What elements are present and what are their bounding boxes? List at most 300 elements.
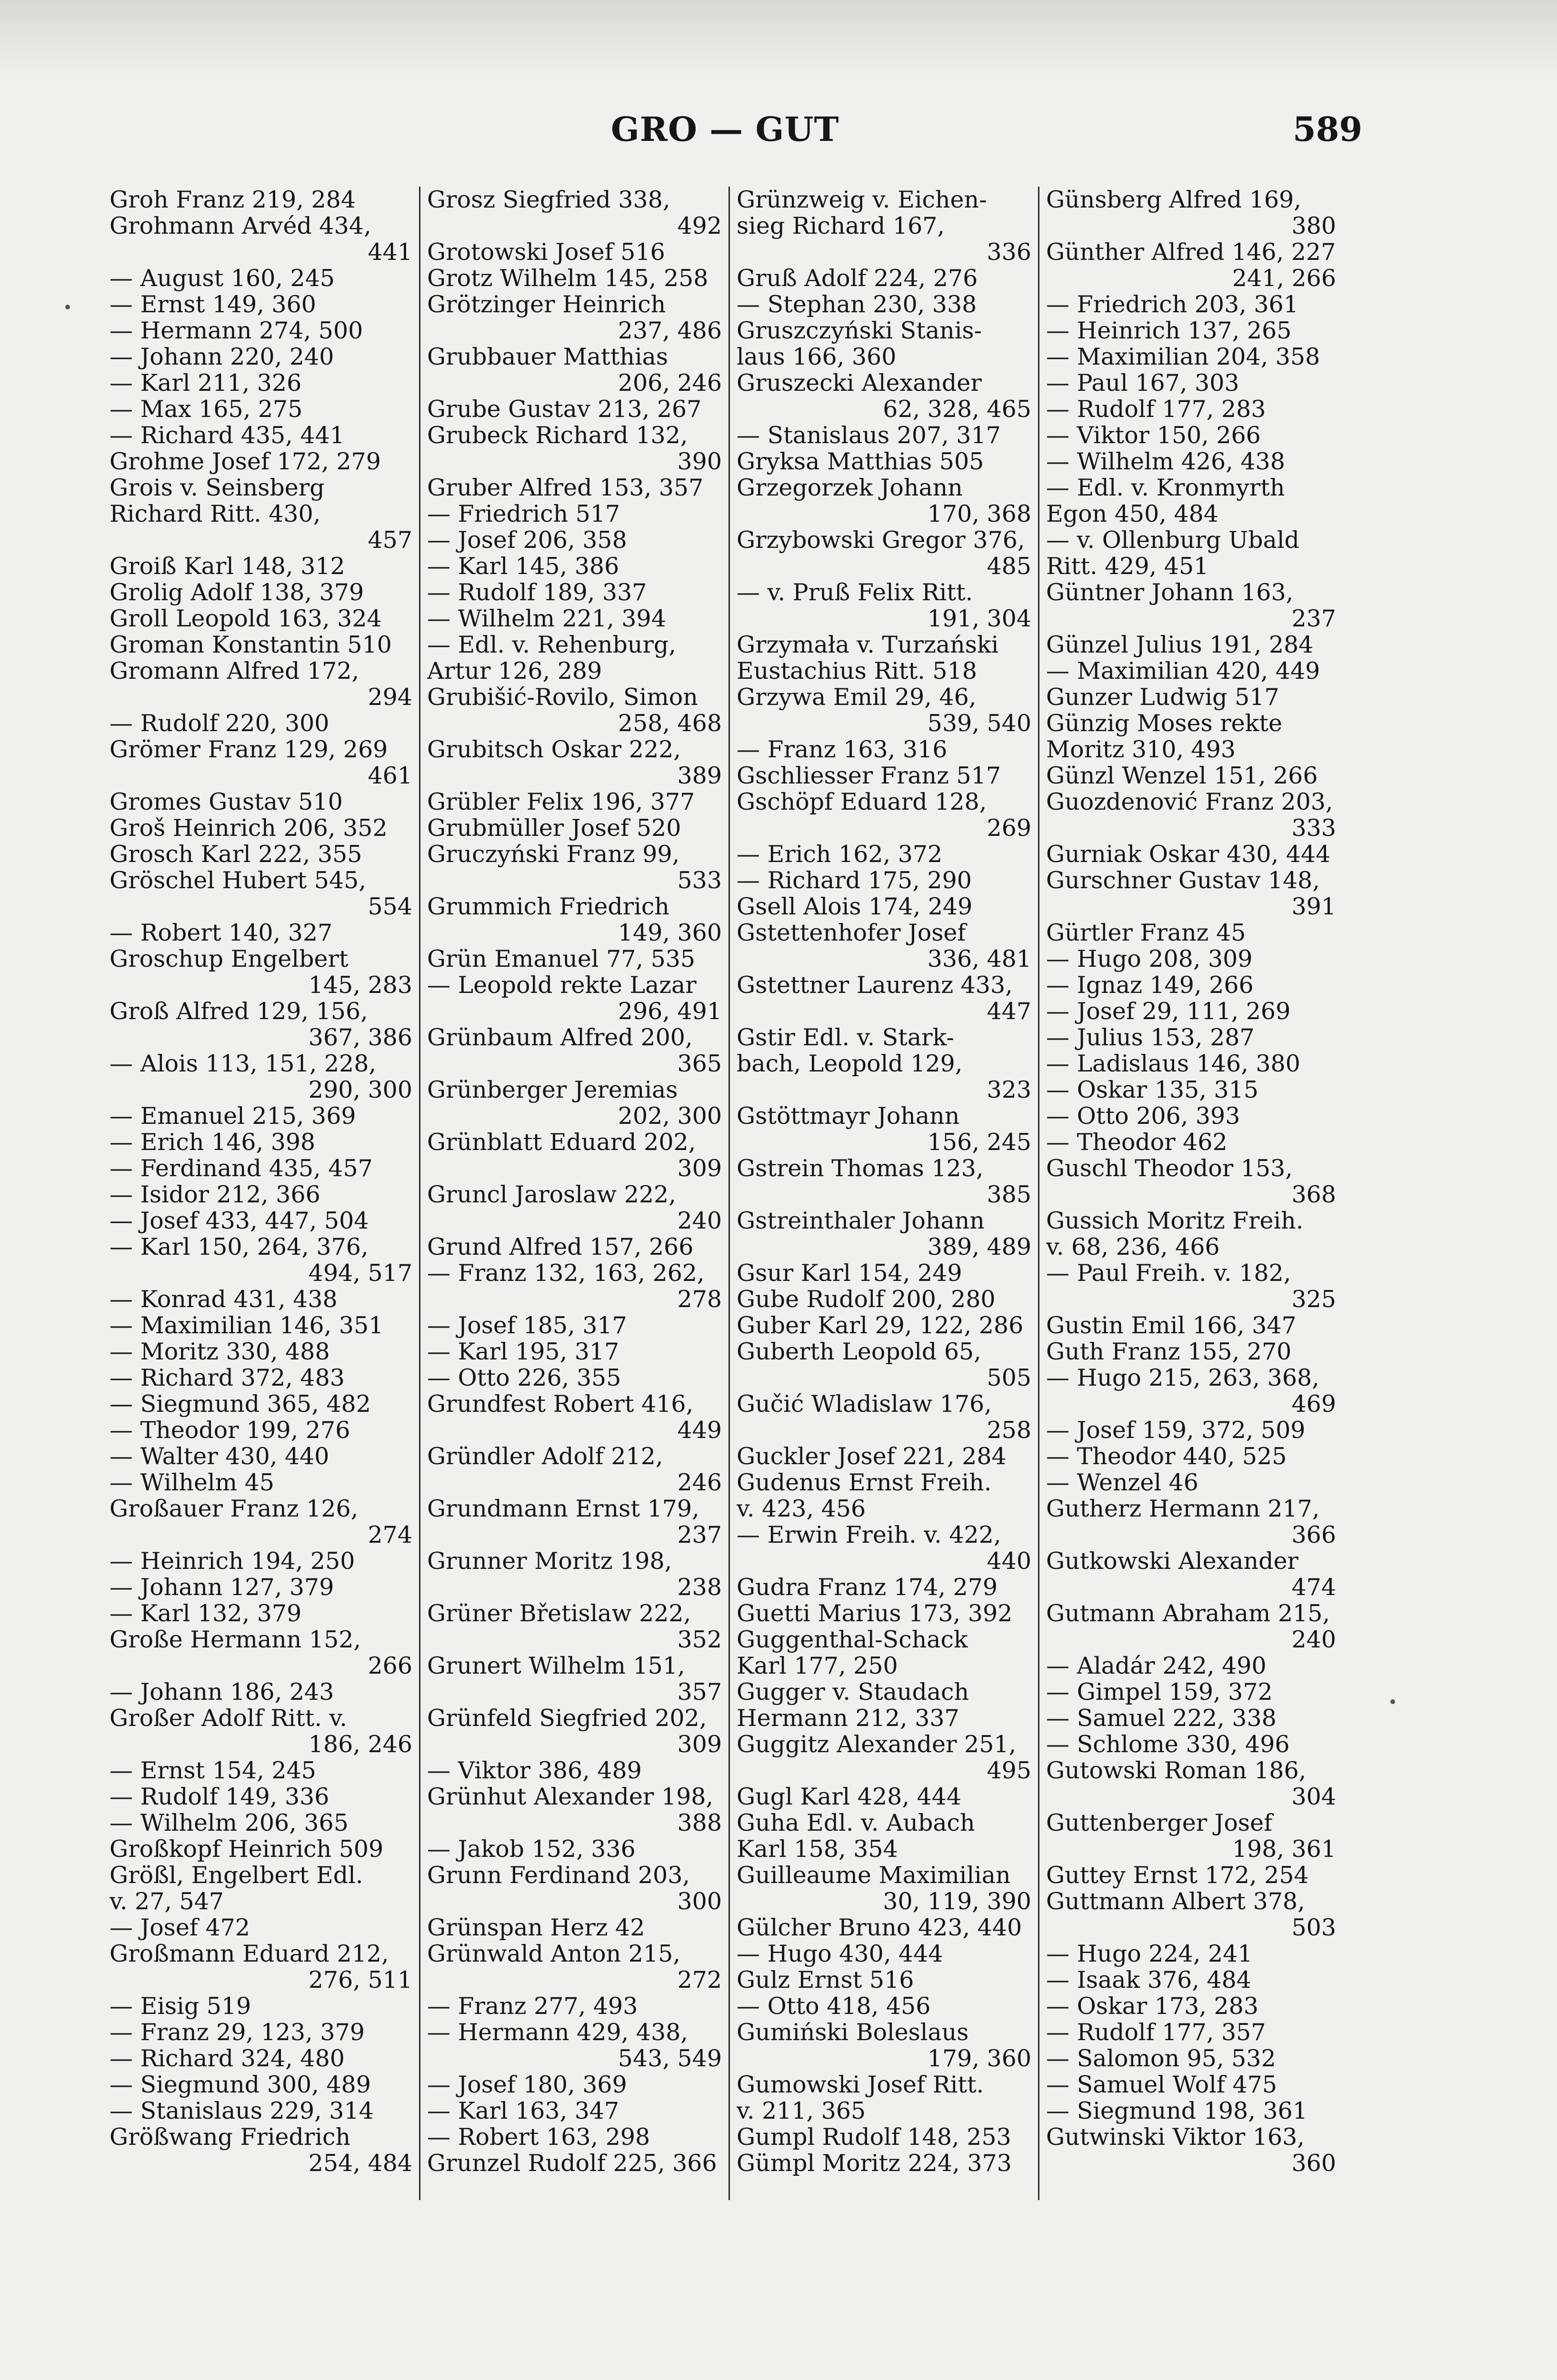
index-entry: — Emanuel 215, 369 [110,1103,356,1129]
index-entry: 495 [987,1757,1031,1784]
index-entry: — Karl 211, 326 [110,370,302,396]
index-entry: — Stephan 230, 338 [737,291,977,317]
index-entry: 198, 361 [1232,1836,1336,1862]
index-entry: — Hugo 215, 263, 368, [1046,1365,1319,1391]
index-entry: — Aladár 242, 490 [1046,1653,1267,1679]
index-entry: — Richard 372, 483 [110,1365,345,1391]
index-entry: 296, 491 [618,998,722,1024]
print-speck [1390,1699,1395,1704]
index-entry: 246 [677,1469,722,1496]
index-entry: 365 [677,1051,722,1077]
index-entry: Guttenberger Josef [1046,1810,1273,1836]
index-entry: 309 [677,1155,722,1181]
index-entry: Richard Ritt. 430, [110,501,321,527]
index-entry: — Richard 324, 480 [110,2045,345,2072]
index-entry: 237 [1291,605,1336,632]
index-entry: — Richard 175, 290 [737,867,972,893]
index-entry: — Schlome 330, 496 [1046,1731,1290,1757]
index-entry: Groiß Karl 148, 312 [110,553,345,579]
index-entry: — Karl 195, 317 [427,1339,619,1365]
index-column-4 [1038,187,1343,2200]
index-entry: — Konrad 431, 438 [110,1286,338,1312]
index-entry: 554 [368,893,412,920]
index-entry: Gudenus Ernst Freih. [737,1469,992,1496]
index-entry: — Josef 472 [110,1914,250,1941]
index-entry: Grunzel Rudolf 225, 366 [427,2150,717,2176]
index-entry: — Rudolf 189, 337 [427,579,647,605]
index-entry: — Heinrich 137, 265 [1046,317,1292,344]
index-entry: 30, 119, 390 [883,1888,1031,1914]
index-entry: Eustachius Ritt. 518 [737,658,977,684]
index-entry: 388 [677,1810,722,1836]
index-entry: Grotz Wilhelm 145, 258 [427,265,709,291]
index-entry: Gumiński Boleslaus [737,2019,969,2045]
index-entry: Gurniak Oskar 430, 444 [1046,841,1331,867]
index-entry: Gromes Gustav 510 [110,789,343,815]
index-entry: — Ignaz 149, 266 [1046,972,1254,998]
index-entry: 156, 245 [927,1129,1031,1155]
index-entry: 333 [1291,815,1336,841]
index-entry: Grübler Felix 196, 377 [427,789,695,815]
index-entry: Gutwinski Viktor 163, [1046,2124,1305,2150]
page-header [0,109,1557,167]
index-entry: v. 211, 365 [737,2098,866,2124]
index-entry: — Paul 167, 303 [1046,370,1239,396]
index-entry: Grubitsch Oskar 222, [427,736,681,763]
index-column-3 [729,187,1038,2200]
index-entry: — Wilhelm 221, 394 [427,605,666,632]
index-entry: Grund Alfred 157, 266 [427,1234,694,1260]
index-entry: Grubbauer Matthias [427,344,668,370]
index-entry: — Viktor 386, 489 [427,1757,642,1784]
index-entry: Artur 126, 289 [427,658,602,684]
index-entry: 485 [987,553,1031,579]
index-entry: 533 [677,867,722,893]
index-entry: 266 [368,1653,412,1679]
index-entry: — v. Ollenburg Ubald [1046,527,1299,553]
index-entry: — Ernst 154, 245 [110,1757,316,1784]
index-entry: Gučić Wladislaw 176, [737,1391,992,1417]
index-entry: 449 [677,1417,722,1443]
index-entry: 274 [368,1522,412,1548]
index-entry: Guschl Theodor 153, [1046,1155,1293,1181]
index-entry: Grohme Josef 172, 279 [110,448,381,475]
index-entry: sieg Richard 167, [737,213,945,239]
index-entry: 352 [677,1626,722,1653]
index-entry: — Wenzel 46 [1046,1469,1198,1496]
index-entry: 474 [1291,1574,1336,1600]
index-entry: Groß Alfred 129, 156, [110,998,368,1024]
index-entry: Grünbaum Alfred 200, [427,1024,693,1051]
index-entry: Groš Heinrich 206, 352 [110,815,388,841]
index-entry: — Josef 180, 369 [427,2072,627,2098]
index-entry: — Friedrich 203, 361 [1046,291,1298,317]
index-entry: Gudra Franz 174, 279 [737,1574,998,1600]
index-entry: Grüner Břetislaw 222, [427,1600,691,1626]
index-column-2 [419,187,729,2200]
index-column-1 [110,187,419,2200]
index-entry: 258, 468 [618,710,722,736]
index-entry: 336, 481 [927,946,1031,972]
index-entry: 441 [368,239,412,265]
index-entry: — Wilhelm 426, 438 [1046,448,1285,475]
index-entry: Grünberger Jeremias [427,1077,678,1103]
index-entry: laus 166, 360 [737,344,897,370]
index-entry: — Rudolf 177, 283 [1046,396,1266,422]
index-entry: — Maximilian 204, 358 [1046,344,1320,370]
index-entry: — Otto 418, 456 [737,1993,931,2019]
index-entry: — Erich 162, 372 [737,841,943,867]
index-entry: 237, 486 [618,317,722,344]
index-entry: 272 [677,1967,722,1993]
index-entry: Groll Leopold 163, 324 [110,605,382,632]
index-entry: Grummich Friedrich [427,893,669,920]
index-entry: 360 [1291,2150,1336,2176]
index-entry: — Heinrich 194, 250 [110,1548,355,1574]
index-entry: — Karl 132, 379 [110,1600,302,1626]
index-entry: — Maximilian 420, 449 [1046,658,1320,684]
index-entry: — Richard 435, 441 [110,422,345,448]
index-entry: Grois v. Seinsberg [110,475,325,501]
index-entry: — Stanislaus 229, 314 [110,2098,374,2124]
index-entry: — Josef 433, 447, 504 [110,1208,369,1234]
index-entry: — Hugo 430, 444 [737,1941,943,1967]
index-entry: — Hermann 429, 438, [427,2019,688,2045]
index-entry: 240 [1291,1626,1336,1653]
index-entry: Grünspan Herz 42 [427,1914,645,1941]
index-entry: Guberth Leopold 65, [737,1339,981,1365]
index-entry: Gstettenhofer Josef [737,920,966,946]
page-scan-shadow [0,0,1557,76]
index-entry: — Franz 277, 493 [427,1993,638,2019]
index-entry: Guozdenović Franz 203, [1046,789,1333,815]
index-entry: Groh Franz 219, 284 [110,187,356,213]
index-entry: Grzybowski Gregor 376, [737,527,1025,553]
index-entry: 457 [368,527,412,553]
index-entry: Gstir Edl. v. Stark- [737,1024,954,1051]
index-entry: 385 [987,1181,1031,1208]
index-entry: — Josef 159, 372, 509 [1046,1417,1306,1443]
index-entry: Gulz Ernst 516 [737,1967,914,1993]
index-entry: v. 68, 236, 466 [1046,1234,1220,1260]
running-head: GRO — GUT [611,109,839,149]
index-entry: bach, Leopold 129, [737,1051,963,1077]
index-entry: Grolig Adolf 138, 379 [110,579,364,605]
index-entry: Groschup Engelbert [110,946,349,972]
index-entry: Gutkowski Alexander [1046,1548,1298,1574]
index-entry: Grundmann Ernst 179, [427,1496,699,1522]
index-entry: Egon 450, 484 [1046,501,1218,527]
index-entry: — Karl 163, 347 [427,2098,619,2124]
index-entry: — Isidor 212, 366 [110,1181,320,1208]
index-entry: Gümpl Moritz 224, 373 [737,2150,1012,2176]
index-entry: Große Hermann 152, [110,1626,361,1653]
index-entry: Gutherz Hermann 217, [1046,1496,1320,1522]
index-entry: — Stanislaus 207, 317 [737,422,1001,448]
index-entry: 380 [1291,213,1336,239]
index-entry: Grubišić-Rovilo, Simon [427,684,698,710]
index-entry: 309 [677,1731,722,1757]
index-entry: Grün Emanuel 77, 535 [427,946,696,972]
index-entry: — Hugo 208, 309 [1046,946,1253,972]
index-entry: Günzig Moses rekte [1046,710,1283,736]
index-entry: Gstöttmayr Johann [737,1103,960,1129]
index-entry: — Karl 150, 264, 376, [110,1234,369,1260]
index-entry: Günther Alfred 146, 227 [1046,239,1336,265]
index-entry: Gutowski Roman 186, [1046,1757,1307,1784]
index-entry: Guth Franz 155, 270 [1046,1339,1292,1365]
index-entry: — Viktor 150, 266 [1046,422,1261,448]
index-entry: Gröschel Hubert 545, [110,867,366,893]
index-entry: Gruczyński Franz 99, [427,841,680,867]
index-entry: 269 [987,815,1031,841]
index-entry: — Jakob 152, 336 [427,1836,636,1862]
index-entry: — Samuel Wolf 475 [1046,2072,1278,2098]
index-entry: Grünfeld Siegfried 202, [427,1705,707,1731]
index-entry: Großer Adolf Ritt. v. [110,1705,347,1731]
index-entry: — Eisig 519 [110,1993,251,2019]
page-number: 589 [1293,109,1363,149]
index-entry: 149, 360 [618,920,722,946]
index-entry: 539, 540 [927,710,1031,736]
index-entry: Gube Rudolf 200, 280 [737,1286,996,1312]
index-entry: Gussich Moritz Freih. [1046,1208,1304,1234]
index-entry: — Johann 127, 379 [110,1574,334,1600]
index-entry: — Johann 186, 243 [110,1679,334,1705]
index-entry: Gumpl Rudolf 148, 253 [737,2124,1011,2150]
index-entry: — Moritz 330, 488 [110,1339,330,1365]
index-columns [110,187,1343,2200]
index-entry: Gruszczyński Stanis- [737,317,982,344]
index-entry: — Julius 153, 287 [1046,1024,1255,1051]
index-entry: 543, 549 [618,2045,722,2072]
index-entry: Guttey Ernst 172, 254 [1046,1862,1309,1888]
index-entry: Guttmann Albert 378, [1046,1888,1305,1914]
index-entry: Güntner Johann 163, [1046,579,1294,605]
index-entry: — Josef 185, 317 [427,1312,627,1339]
index-entry: — v. Pruß Felix Ritt. [737,579,973,605]
index-entry: 62, 328, 465 [883,396,1031,422]
index-entry: — Otto 206, 393 [1046,1103,1240,1129]
index-entry: 276, 511 [308,1967,412,1993]
index-entry: — Alois 113, 151, 228, [110,1051,376,1077]
index-entry: — Maximilian 146, 351 [110,1312,384,1339]
index-entry: — Karl 145, 386 [427,553,619,579]
index-entry: Groman Konstantin 510 [110,632,392,658]
index-entry: 186, 246 [308,1731,412,1757]
index-entry: Gsell Alois 174, 249 [737,893,973,920]
index-entry: — Walter 430, 440 [110,1443,329,1469]
index-entry: 191, 304 [927,605,1031,632]
index-entry: Gstrein Thomas 123, [737,1155,984,1181]
index-entry: Grotowski Josef 516 [427,239,665,265]
index-entry: Gustin Emil 166, 347 [1046,1312,1297,1339]
index-entry: Großauer Franz 126, [110,1496,359,1522]
index-entry: Moritz 310, 493 [1046,736,1236,763]
index-entry: Gründler Adolf 212, [427,1443,663,1469]
index-entry: — Siegmund 365, 482 [110,1391,371,1417]
index-entry: 389, 489 [927,1234,1031,1260]
index-entry: Gruszecki Alexander [737,370,982,396]
index-entry: Grundfest Robert 416, [427,1391,694,1417]
index-entry: 368 [1291,1181,1336,1208]
index-entry: v. 423, 456 [737,1496,866,1522]
index-entry: Grubeck Richard 132, [427,422,688,448]
index-entry: v. 27, 547 [110,1888,224,1914]
index-entry: Grube Gustav 213, 267 [427,396,702,422]
index-entry: Gurschner Gustav 148, [1046,867,1320,893]
index-entry: Gstreinthaler Johann [737,1208,985,1234]
index-entry: — Rudolf 177, 357 [1046,2019,1266,2045]
index-entry: Gutmann Abraham 215, [1046,1600,1330,1626]
index-entry: Guetti Marius 173, 392 [737,1600,1013,1626]
index-entry: 240 [677,1208,722,1234]
index-entry: — Wilhelm 206, 365 [110,1810,349,1836]
index-entry: — Leopold rekte Lazar [427,972,697,998]
index-entry: Größl, Engelbert Edl. [110,1862,363,1888]
index-entry: Guber Karl 29, 122, 286 [737,1312,1024,1339]
index-entry: Grunn Ferdinand 203, [427,1862,690,1888]
index-entry: — Oskar 135, 315 [1046,1077,1259,1103]
index-entry: — Johann 220, 240 [110,344,334,370]
index-entry: — Friedrich 517 [427,501,620,527]
index-entry: Gruncl Jaroslaw 222, [427,1181,676,1208]
index-entry: Gschliesser Franz 517 [737,763,1001,789]
index-entry: Großkopf Heinrich 509 [110,1836,384,1862]
index-entry: Gülcher Bruno 423, 440 [737,1914,1022,1941]
index-entry: Guggitz Alexander 251, [737,1731,1017,1757]
index-entry: Gruber Alfred 153, 357 [427,475,704,501]
index-entry: 325 [1291,1286,1336,1312]
index-entry: 440 [987,1548,1031,1574]
index-entry: 202, 300 [618,1103,722,1129]
index-entry: Gstettner Laurenz 433, [737,972,1013,998]
index-entry: 469 [1291,1391,1336,1417]
index-entry: 503 [1291,1914,1336,1941]
index-entry: — Rudolf 220, 300 [110,710,329,736]
index-entry: Guilleaume Maximilian [737,1862,1011,1888]
index-entry: 237 [677,1522,722,1548]
index-entry: — Ernst 149, 360 [110,291,316,317]
print-speck [65,305,70,309]
index-entry: — Erwin Freih. v. 422, [737,1522,1001,1548]
index-entry: Grömer Franz 129, 269 [110,736,388,763]
index-entry: Guggenthal-Schack [737,1626,968,1653]
index-entry: 206, 246 [618,370,722,396]
index-entry: Grosz Siegfried 338, [427,187,670,213]
index-entry: Ritt. 429, 451 [1046,553,1209,579]
index-entry: — Franz 132, 163, 262, [427,1260,705,1286]
index-entry: 258 [987,1417,1031,1443]
index-entry: — Robert 163, 298 [427,2124,650,2150]
index-entry: Gsur Karl 154, 249 [737,1260,962,1286]
index-entry: 447 [987,998,1031,1024]
index-entry: 494, 517 [308,1260,412,1286]
index-entry: 145, 283 [308,972,412,998]
index-entry: — Rudolf 149, 336 [110,1784,329,1810]
index-entry: — Theodor 440, 525 [1046,1443,1287,1469]
index-entry: 391 [1291,893,1336,920]
index-entry: Guha Edl. v. Aubach [737,1810,975,1836]
index-entry: — Ferdinand 435, 457 [110,1155,373,1181]
index-entry: Gunzer Ludwig 517 [1046,684,1279,710]
index-entry: — Theodor 199, 276 [110,1417,350,1443]
index-entry: Günzel Julius 191, 284 [1046,632,1314,658]
index-entry: 323 [987,1077,1031,1103]
index-entry: Grzywa Emil 29, 46, [737,684,977,710]
index-entry: Gruß Adolf 224, 276 [737,265,978,291]
index-entry: Gumowski Josef Ritt. [737,2072,984,2098]
index-entry: Gryksa Matthias 505 [737,448,984,475]
index-entry: 278 [677,1286,722,1312]
index-entry: — Theodor 462 [1046,1129,1228,1155]
index-entry: Hermann 212, 337 [737,1705,959,1731]
index-entry: — August 160, 245 [110,265,335,291]
index-entry: — Robert 140, 327 [110,920,333,946]
index-entry: Gschöpf Eduard 128, [737,789,987,815]
index-entry: 241, 266 [1232,265,1336,291]
index-entry: 367, 386 [308,1024,412,1051]
index-entry: Großmann Eduard 212, [110,1941,389,1967]
index-entry: 461 [368,763,412,789]
index-entry: Grünhut Alexander 198, [427,1784,713,1810]
index-entry: — Franz 29, 123, 379 [110,2019,365,2045]
index-entry: 254, 484 [308,2150,412,2176]
index-entry: — Samuel 222, 338 [1046,1705,1277,1731]
index-entry: Karl 177, 250 [737,1653,898,1679]
index-entry: Grötzinger Heinrich [427,291,666,317]
index-entry: — Josef 206, 358 [427,527,627,553]
index-entry: Grünwald Anton 215, [427,1941,680,1967]
index-entry: 238 [677,1574,722,1600]
index-entry: Grunert Wilhelm 151, [427,1653,685,1679]
index-entry: Guckler Josef 221, 284 [737,1443,1007,1469]
index-entry: Gürtler Franz 45 [1046,920,1246,946]
index-entry: — Hugo 224, 241 [1046,1941,1253,1967]
index-entry: — Edl. v. Kronmyrth [1046,475,1285,501]
index-entry: Grzegorzek Johann [737,475,963,501]
index-entry: — Wilhelm 45 [110,1469,275,1496]
index-entry: 505 [987,1365,1031,1391]
index-entry: 336 [987,239,1031,265]
index-entry: Grunner Moritz 198, [427,1548,672,1574]
index-entry: — Max 165, 275 [110,396,303,422]
index-entry: — Isaak 376, 484 [1046,1967,1251,1993]
index-entry: — Hermann 274, 500 [110,317,363,344]
index-entry: — Ladislaus 146, 380 [1046,1051,1300,1077]
index-entry: — Josef 29, 111, 269 [1046,998,1291,1024]
index-entry: — Franz 163, 316 [737,736,948,763]
index-entry: — Paul Freih. v. 182, [1046,1260,1291,1286]
index-entry: — Siegmund 198, 361 [1046,2098,1307,2124]
index-entry: 492 [677,213,722,239]
index-entry: 294 [368,684,412,710]
index-entry: 390 [677,448,722,475]
index-entry: 179, 360 [927,2045,1031,2072]
index-entry: Grosch Karl 222, 355 [110,841,362,867]
index-entry: Grohmann Arvéd 434, [110,213,371,239]
index-entry: Gromann Alfred 172, [110,658,359,684]
index-entry: Gugl Karl 428, 444 [737,1784,962,1810]
index-entry: Größwang Friedrich [110,2124,351,2150]
index-entry: 304 [1291,1784,1336,1810]
index-entry: Gugger v. Staudach [737,1679,969,1705]
index-entry: — Salomon 95, 532 [1046,2045,1276,2072]
index-entry: — Siegmund 300, 489 [110,2072,371,2098]
index-entry: 300 [677,1888,722,1914]
index-entry: Günzl Wenzel 151, 266 [1046,763,1318,789]
index-entry: Grünblatt Eduard 202, [427,1129,696,1155]
